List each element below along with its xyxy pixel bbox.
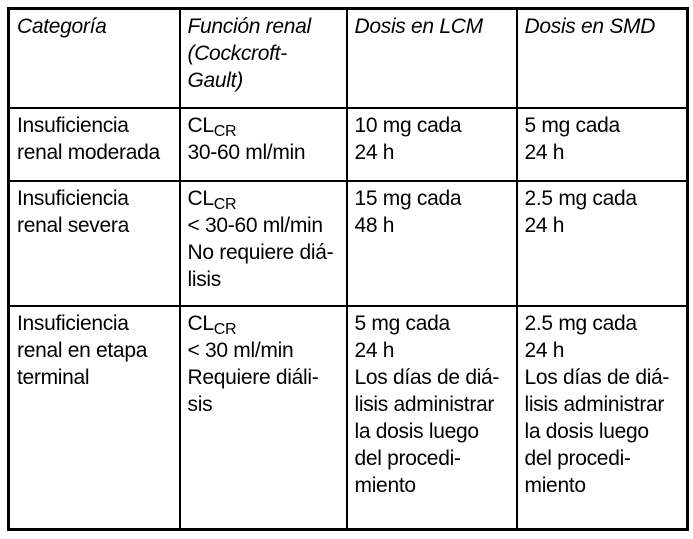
cell-text-line: renal severa xyxy=(17,213,129,237)
header-cell-categoria xyxy=(9,9,180,108)
cell-text-line: miento xyxy=(354,473,416,497)
cell-text-line: 2.5 mg cada xyxy=(524,186,637,210)
renal-dose-table xyxy=(7,7,689,531)
cell-text-line: 30-60 ml/min xyxy=(187,140,306,164)
cell-text-line: 2.5 mg cada xyxy=(524,311,637,335)
cell-text-line: 15 mg cada xyxy=(354,186,462,210)
cell-text-line: la dosis luego xyxy=(354,419,479,443)
cell-text-line: del procedi- xyxy=(524,446,631,470)
cell-text-line: 24 h xyxy=(354,338,395,362)
cell-text-line: Dosis en SMD xyxy=(524,15,656,38)
table-row-severa xyxy=(9,181,688,306)
cell-text-line: 24 h xyxy=(524,213,565,237)
cell-text-line: < 30-60 ml/min xyxy=(187,213,323,237)
cell-text-line: $CL_{CR}$ xyxy=(187,311,237,338)
cell-categoria xyxy=(9,306,180,530)
cell-text-line: 48 h xyxy=(354,213,395,237)
cell-text-line: No requiere diá- xyxy=(187,240,334,264)
cell-dosis-lcm xyxy=(347,306,517,530)
cell-text-line: lisis xyxy=(187,267,221,291)
cell-text-line: Dosis en LCM xyxy=(354,15,483,38)
cell-text-line: lisis administrar xyxy=(354,392,495,416)
cell-categoria xyxy=(9,181,180,306)
cell-text-line: lisis administrar xyxy=(524,392,665,416)
cell-dosis-smd xyxy=(517,306,688,530)
header-cell-dosis-lcm xyxy=(347,9,517,108)
header-row xyxy=(9,9,688,108)
cell-text-line: Gault) xyxy=(187,69,243,92)
cell-text-line: sis xyxy=(187,392,213,416)
cell-text-line: Categoría xyxy=(17,15,107,38)
cell-dosis-smd xyxy=(517,181,688,306)
cell-funcion-renal xyxy=(180,108,347,181)
cell-text-line: la dosis luego xyxy=(524,419,649,443)
header-cell-dosis-smd xyxy=(517,9,688,108)
header-cell-funcion-renal xyxy=(180,9,347,108)
cell-dosis-smd xyxy=(517,108,688,181)
cell-text-line: 5 mg cada xyxy=(524,113,620,137)
cell-text-line: miento xyxy=(524,473,586,497)
table-row-terminal xyxy=(9,306,688,530)
cell-text-line: $CL_{CR}$ xyxy=(187,113,237,140)
cell-text-line: Requiere diáli- xyxy=(187,365,319,389)
cell-text-line: (Cockcroft- xyxy=(187,42,287,65)
cell-text-line: Insuficiencia xyxy=(17,311,129,335)
cell-dosis-lcm xyxy=(347,108,517,181)
cell-text-line: Insuficiencia xyxy=(17,113,129,137)
cell-text-line: < 30 ml/min xyxy=(187,338,294,362)
cell-funcion-renal xyxy=(180,306,347,530)
cell-text-line: 24 h xyxy=(524,338,565,362)
cell-text-line: 5 mg cada xyxy=(354,311,450,335)
cell-text-line: $CL_{CR}$ xyxy=(187,186,237,213)
cell-text-line: 24 h xyxy=(524,140,565,164)
cell-text-line: terminal xyxy=(17,365,90,389)
cell-text-line: renal en etapa xyxy=(17,338,148,362)
cell-categoria xyxy=(9,108,180,181)
cell-text-line: renal moderada xyxy=(17,140,160,164)
cell-text-line: Los días de diá- xyxy=(524,365,670,389)
cell-funcion-renal xyxy=(180,181,347,306)
cell-text-line: Los días de diá- xyxy=(354,365,500,389)
cell-text-line: Insuficiencia xyxy=(17,186,129,210)
cell-text-line: del procedi- xyxy=(354,446,461,470)
cell-dosis-lcm xyxy=(347,181,517,306)
cell-text-line: 10 mg cada xyxy=(354,113,462,137)
cell-text-line: Función renal xyxy=(187,15,311,38)
table-row-moderada xyxy=(9,108,688,181)
cell-text-line: 24 h xyxy=(354,140,395,164)
